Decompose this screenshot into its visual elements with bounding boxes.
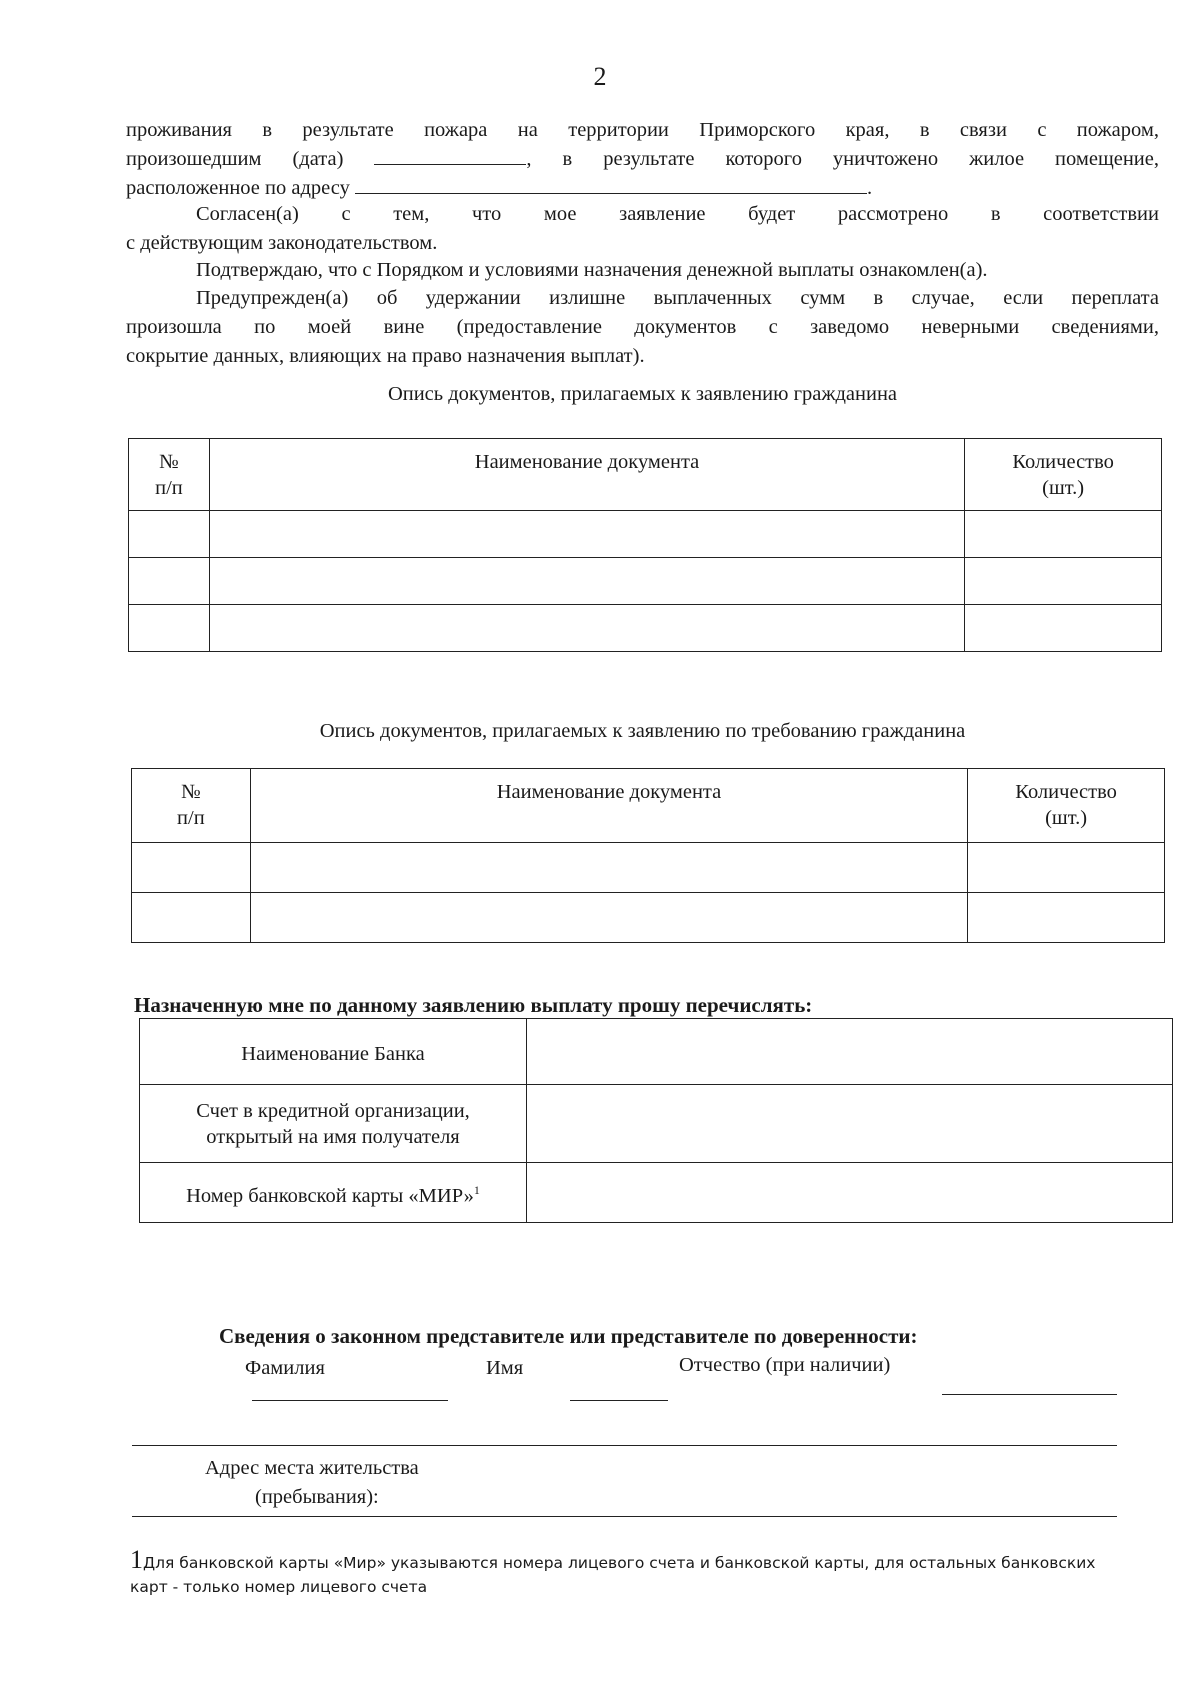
table1-cell-qty[interactable]: [965, 605, 1162, 652]
address-label-2: (пребывания):: [255, 1486, 379, 1508]
first-name-label: Имя: [486, 1357, 524, 1379]
consent-line-2: с действующим законодательством.: [126, 232, 438, 254]
warned-line-1: Предупрежден(а) об удержании излишне выплаченных сумм в случае, если переплата: [196, 287, 1159, 309]
table-row: [129, 605, 1162, 652]
table-row: [129, 558, 1162, 605]
table1-cell-name[interactable]: [209, 605, 964, 652]
bank-row-account: [140, 1085, 1173, 1163]
table-row: [129, 511, 1162, 558]
table2-col-number: [132, 769, 251, 843]
table1-cell-qty[interactable]: [965, 558, 1162, 605]
table1-col-qty-1: Количество: [1012, 451, 1114, 473]
table2-col-qty-2: (шт.): [1045, 807, 1088, 829]
footnote: [130, 1545, 1160, 1599]
table1-cell-name[interactable]: [209, 511, 964, 558]
table2-header-row: [132, 769, 1165, 843]
intro-line-2-rest: , в результате которого уничтожено жилое помещение,: [526, 148, 1159, 170]
table1-col-qty: [965, 439, 1162, 511]
table2-cell-qty[interactable]: [968, 843, 1165, 893]
date-blank: [374, 146, 526, 165]
warned-line-2: произошла по моей вине (предоставление документов с заведомо неверными сведениями,: [126, 316, 1159, 338]
bank-card-label-text: Номер банковской карты «МИР»: [186, 1184, 474, 1207]
bank-name-label: Наименование Банка: [140, 1019, 527, 1085]
footnote-ref: 1: [473, 1182, 480, 1197]
bank-account-label: [140, 1085, 527, 1163]
footnote-text-1: Для банковской карты «Мир» указываются номера лицевого счета и банковской карты, для остальных банковских: [143, 1554, 1096, 1572]
bank-details-table: [139, 1018, 1173, 1223]
table-row: [132, 843, 1165, 893]
table2-col-qty: [968, 769, 1165, 843]
footnote-text-2: карт - только номер лицевого счета: [130, 1578, 428, 1596]
bank-account-value[interactable]: [527, 1085, 1173, 1163]
bank-card-label: [140, 1163, 527, 1223]
table-row: [132, 893, 1165, 943]
consent-line-1: Согласен(а) с тем, что мое заявление будет рассмотрено в соответствии: [196, 203, 1159, 225]
representative-heading: Сведения о законном представителе или представителе по доверенности:: [219, 1324, 918, 1348]
surname-line[interactable]: [252, 1400, 448, 1401]
first-name-line[interactable]: [570, 1400, 668, 1401]
table1-cell-num[interactable]: [129, 511, 210, 558]
table2-col-name: Наименование документа: [250, 769, 967, 843]
representative-fullname-line[interactable]: [132, 1445, 1117, 1446]
confirm-paragraph: [126, 256, 1159, 285]
warned-paragraph: [126, 284, 1159, 371]
table2-col-number-2: п/п: [177, 807, 205, 829]
address-line[interactable]: [132, 1516, 1117, 1517]
warned-line-3: сокрытие данных, влияющих на право назначения выплат).: [126, 345, 645, 367]
intro-address-label: расположенное по адресу: [126, 177, 350, 199]
table1-col-name: Наименование документа: [209, 439, 964, 511]
table2-cell-name[interactable]: [250, 843, 967, 893]
surname-label: Фамилия: [245, 1357, 325, 1379]
address-label-1: Адрес места жительства: [205, 1457, 419, 1479]
address-blank: [355, 175, 867, 194]
bank-card-value[interactable]: [527, 1163, 1173, 1223]
table1-col-qty-2: (шт.): [1042, 477, 1085, 499]
patronymic-line[interactable]: [942, 1394, 1117, 1395]
address-label: [205, 1454, 419, 1512]
table1-cell-qty[interactable]: [965, 511, 1162, 558]
table1-cell-num[interactable]: [129, 558, 210, 605]
bank-row-name: [140, 1019, 1173, 1085]
table2-cell-qty[interactable]: [968, 893, 1165, 943]
table2-cell-name[interactable]: [250, 893, 967, 943]
bank-name-value[interactable]: [527, 1019, 1173, 1085]
bank-row-card: [140, 1163, 1173, 1223]
table1-caption: Опись документов, прилагаемых к заявлению гражданина: [387, 383, 898, 405]
bank-account-label-1: Счет в кредитной организации,: [196, 1099, 470, 1122]
table1-col-number: [129, 439, 210, 511]
confirm-line: Подтверждаю, что с Порядком и условиями назначения денежной выплаты ознакомлен(а).: [196, 259, 988, 281]
intro-line-3-end: .: [866, 177, 873, 199]
bank-account-label-2: открытый на имя получателя: [206, 1125, 460, 1148]
patronymic-label: Отчество (при наличии): [679, 1354, 891, 1376]
footnote-mark: 1: [130, 1545, 143, 1574]
table1-col-number-2: п/п: [155, 477, 183, 499]
consent-paragraph: [126, 200, 1159, 258]
table1-header-row: [129, 439, 1162, 511]
documents-table-1: [128, 438, 1162, 652]
table2-cell-num[interactable]: [132, 893, 251, 943]
page-number: 2: [593, 62, 607, 91]
documents-table-2: [131, 768, 1165, 943]
intro-date-label: произошедшим (дата): [126, 148, 344, 170]
table2-cell-num[interactable]: [132, 843, 251, 893]
table2-col-number-1: №: [181, 781, 201, 803]
bank-heading: Назначенную мне по данному заявлению выплату прошу перечислять:: [134, 993, 813, 1017]
intro-paragraph: [126, 116, 1159, 203]
table2-caption: Опись документов, прилагаемых к заявлению по требованию гражданина: [319, 720, 966, 742]
table1-cell-name[interactable]: [209, 558, 964, 605]
table1-cell-num[interactable]: [129, 605, 210, 652]
intro-line-1: проживания в результате пожара на территории Приморского края, в связи с пожаром,: [126, 119, 1159, 141]
intro-line-2: [126, 145, 1159, 174]
intro-line-3: [126, 174, 1159, 203]
table1-col-number-1: №: [159, 451, 179, 473]
table2-col-qty-1: Количество: [1015, 781, 1117, 803]
